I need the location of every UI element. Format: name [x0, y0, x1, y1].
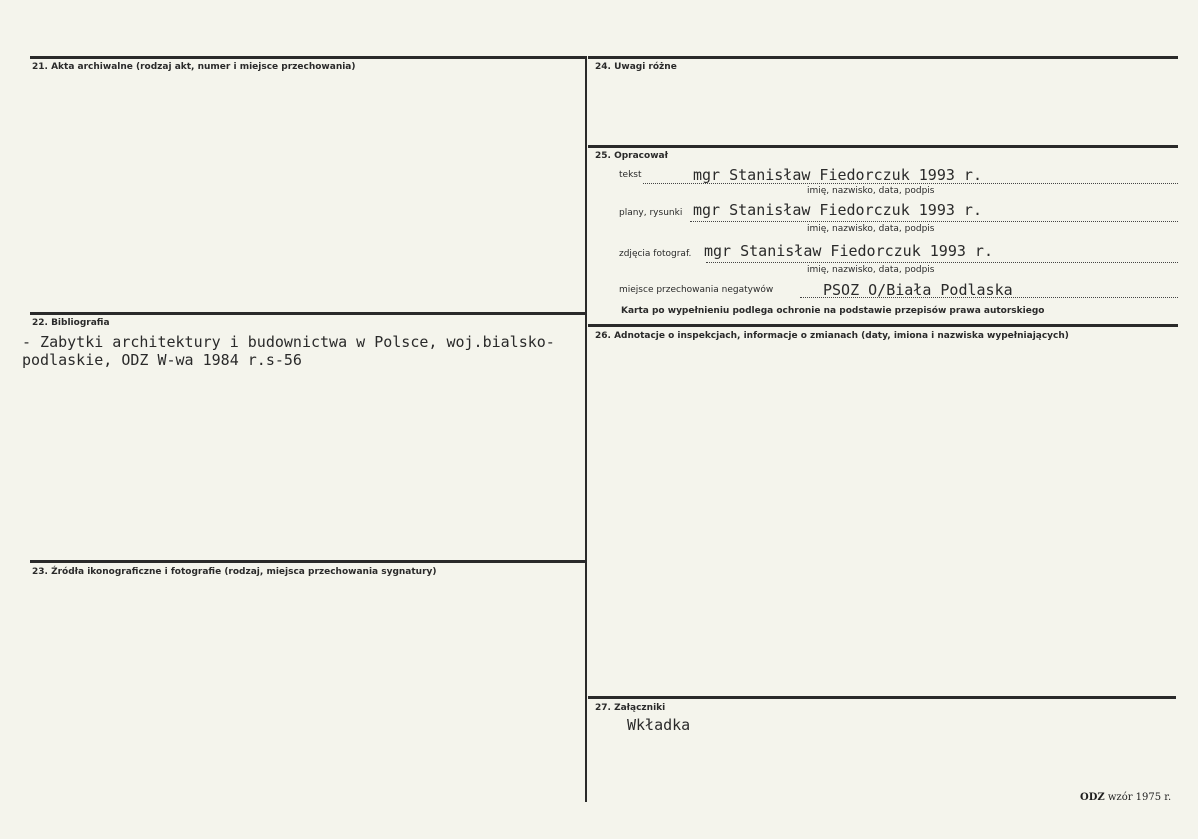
bibliography-line-1: - Zabytki architektury i budownictwa w Polsce, woj.bialsko-: [22, 333, 555, 351]
plany-dotted-line: [690, 221, 1178, 222]
tekst-caption: imię, nazwisko, data, podpis: [807, 186, 935, 196]
section-24-label: 24. Uwagi różne: [595, 62, 677, 72]
copyright-note: Karta po wypełnieniu podlega ochronie na podstawie przepisów prawa autorskiego: [621, 306, 1045, 316]
section-22-label: 22. Bibliografia: [32, 318, 110, 328]
section-25-label: 25. Opracował: [595, 151, 668, 161]
section-23-label: 23. Źródła ikonograficzne i fotografie (rodzaj, miejsca przechowania sygnatury): [32, 567, 437, 577]
section-21-label: 21. Akta archiwalne (rodzaj akt, numer i miejsce przechowania): [32, 62, 356, 72]
plany-value: mgr Stanisław Fiedorczuk 1993 r.: [693, 201, 982, 219]
negatywy-value: PSOZ O/Biała Podlaska: [823, 281, 1013, 299]
rule-25: [588, 145, 1178, 148]
zdjecia-dotted-line: [706, 262, 1178, 263]
attachment-value: Wkładka: [627, 716, 691, 734]
footer-odz: ODZ: [1080, 792, 1105, 803]
rule-26: [588, 324, 1178, 327]
zdjecia-label: zdjęcia fotograf.: [619, 249, 692, 259]
zdjecia-value: mgr Stanisław Fiedorczuk 1993 r.: [704, 242, 993, 260]
top-rule-right: [588, 56, 1178, 59]
plany-caption: imię, nazwisko, data, podpis: [807, 224, 935, 234]
footer-version: wzór 1975 r.: [1104, 792, 1172, 803]
top-rule-left: [30, 56, 586, 59]
section-26-label: 26. Adnotacje o inspekcjach, informacje o zmianach (daty, imiona i nazwiska wypełniających): [595, 331, 1069, 341]
rule-22: [30, 312, 586, 315]
rule-27: [588, 696, 1176, 699]
plany-label: plany, rysunki: [619, 208, 683, 218]
section-27-label: 27. Załączniki: [595, 703, 666, 713]
zdjecia-caption: imię, nazwisko, data, podpis: [807, 265, 935, 275]
bibliography-line-2: podlaskie, ODZ W-wa 1984 r.s-56: [22, 351, 302, 369]
rule-23: [30, 560, 586, 563]
center-divider: [585, 56, 587, 802]
form-version-footer: [1080, 792, 1171, 803]
negatywy-label: miejsce przechowania negatywów: [619, 285, 774, 295]
tekst-label: tekst: [619, 170, 642, 180]
tekst-value: mgr Stanisław Fiedorczuk 1993 r.: [693, 166, 982, 184]
